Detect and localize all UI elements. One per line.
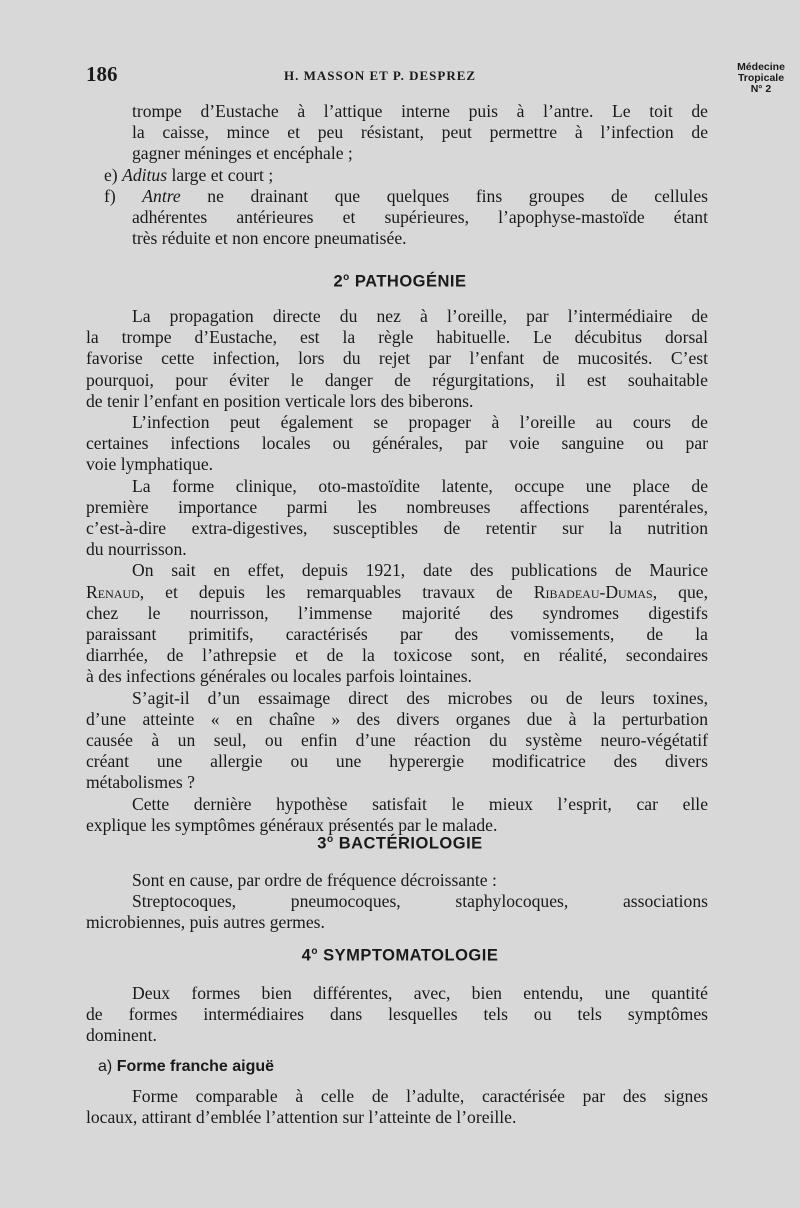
paragraph-line: causée à un seul, ou enfin d’une réaction du système neuro-végétatif — [86, 730, 708, 751]
intro-line: gagner méninges et encéphale ; — [132, 143, 353, 164]
list-text: large et court ; — [167, 164, 274, 185]
paragraph-line: Sont en cause, par ordre de fréquence décroissante : — [132, 870, 497, 890]
section-heading-symptomatologie: 4$^o$ SYMPTOMATOLOGIE — [301, 946, 499, 965]
paragraph-line: On sait en effet, depuis 1921, date des publications de Maurice — [132, 560, 708, 581]
paragraph-line: du nourrisson. — [86, 539, 187, 560]
subsection-heading: a) Forme franche aiguë — [98, 1058, 275, 1075]
paragraph-line: d’une atteinte « en chaîne » des divers organes due à la perturbation — [86, 708, 708, 729]
list-text: ne drainant que quelques fins groupes de cellules — [180, 185, 708, 206]
paragraph-line: Forme comparable à celle de l’adulte, caractérisée par des signes — [132, 1086, 708, 1106]
paragraph-line: première importance parmi les nombreuses affections parentérales, — [86, 496, 708, 517]
paragraph-line: certaines infections locales ou générales, par voie sanguine ou par — [86, 433, 708, 454]
intro-line: adhérentes antérieures et supérieures, l’apophyse-mastoïde étant — [132, 207, 708, 228]
section3-body — [86, 870, 708, 934]
section2-body — [86, 306, 708, 836]
paragraph-line: voie lymphatique. — [86, 454, 214, 475]
journal-line-2: Tropicale — [737, 72, 785, 84]
intro-line: la caisse, mince et peu résistant, peut permettre à l’infection de — [132, 122, 708, 143]
paragraph-line: explique les symptômes généraux présentés par le malade. — [86, 814, 498, 835]
journal-tag — [726, 62, 796, 95]
paragraph-line-authors: Renaud, et depuis les remarquables travaux de Ribadeau-Dumas, que, — [86, 581, 708, 602]
author-name: Ribadeau-Dumas — [533, 581, 653, 602]
list-marker: e) — [104, 164, 118, 185]
paragraph-line: c’est-à-dire extra-digestives, susceptibles de retentir sur la nutrition — [86, 518, 708, 539]
section-heading-pathogenie: 2$^o$ PATHOGÉNIE — [333, 272, 467, 291]
paragraph-line: locaux, attirant d’emblée l’attention sur l’atteinte de l’oreille. — [86, 1107, 517, 1128]
intro-line: trompe d’Eustache à l’attique interne puis à l’antre. Le toit de — [132, 101, 708, 121]
paragraph-line: chez le nourrisson, l’immense majorité des syndromes digestifs — [86, 602, 708, 623]
paragraph-line: paraissant primitifs, caractérisés par des vomissements, de la — [86, 624, 708, 645]
list-item-e — [86, 165, 708, 186]
paragraph-line: métabolismes ? — [86, 772, 195, 793]
paragraph-line: microbiennes, puis autres germes. — [86, 912, 325, 933]
journal-line-1: Médecine — [737, 61, 785, 73]
paragraph-line: La propagation directe du nez à l’oreille, par l’intermédiaire de — [132, 306, 708, 326]
paragraph-line: à des infections générales ou locales parfois lointaines. — [86, 666, 472, 687]
paragraph-line: Cette dernière hypothèse satisfait le mieux l’esprit, car elle — [132, 793, 708, 814]
intro-block — [86, 101, 708, 249]
section-heading-bacteriologie: 3$^o$ BACTÉRIOLOGIE — [317, 834, 483, 853]
running-head-authors: H. MASSON ET P. DESPREZ — [284, 68, 477, 83]
section4-body — [86, 983, 708, 1047]
intro-line: très réduite et non encore pneumatisée. — [132, 228, 407, 249]
paragraph-line: créant une allergie ou une hyperergie modificatrice des divers — [86, 751, 708, 772]
paragraph-line: de tenir l’enfant en position verticale lors des biberons. — [86, 390, 474, 411]
list-item-f — [86, 186, 708, 207]
paragraph-line: dominent. — [86, 1025, 157, 1046]
paragraph-line: L’infection peut également se propager à l’oreille au cours de — [132, 412, 708, 433]
paragraph-line: La forme clinique, oto-mastoïdite latente, occupe une place de — [132, 475, 708, 496]
paragraph-line: diarrhée, de l’athrepsie et de la toxicose sont, en réalité, secondaires — [86, 645, 708, 666]
paragraph-line: de formes intermédiaires dans lesquelles tels ou tels symptômes — [86, 1004, 708, 1025]
paragraph-line: favorise cette infection, lors du rejet par l’enfant de mucosités. C’est — [86, 348, 708, 369]
list-marker: f) — [104, 185, 116, 206]
page-number: 186 — [86, 62, 118, 86]
list-term: Aditus — [122, 164, 168, 185]
author-name: Renaud — [86, 581, 140, 602]
list-term: Antre — [142, 185, 181, 206]
paragraph-line: pourquoi, pour éviter le danger de régurgitations, il est souhaitable — [86, 369, 708, 390]
paragraph-line: la trompe d’Eustache, est la règle habituelle. Le décubitus dorsal — [86, 327, 708, 348]
subsection-body — [86, 1086, 708, 1128]
paragraph-line: S’agit-il d’un essaimage direct des microbes ou de leurs toxines, — [132, 687, 708, 708]
paragraph-line: Deux formes bien différentes, avec, bien entendu, une quantité — [132, 983, 708, 1003]
paragraph-line: Streptocoques, pneumocoques, staphylocoques, associations — [132, 891, 708, 912]
journal-line-3: N° 2 — [750, 83, 772, 95]
